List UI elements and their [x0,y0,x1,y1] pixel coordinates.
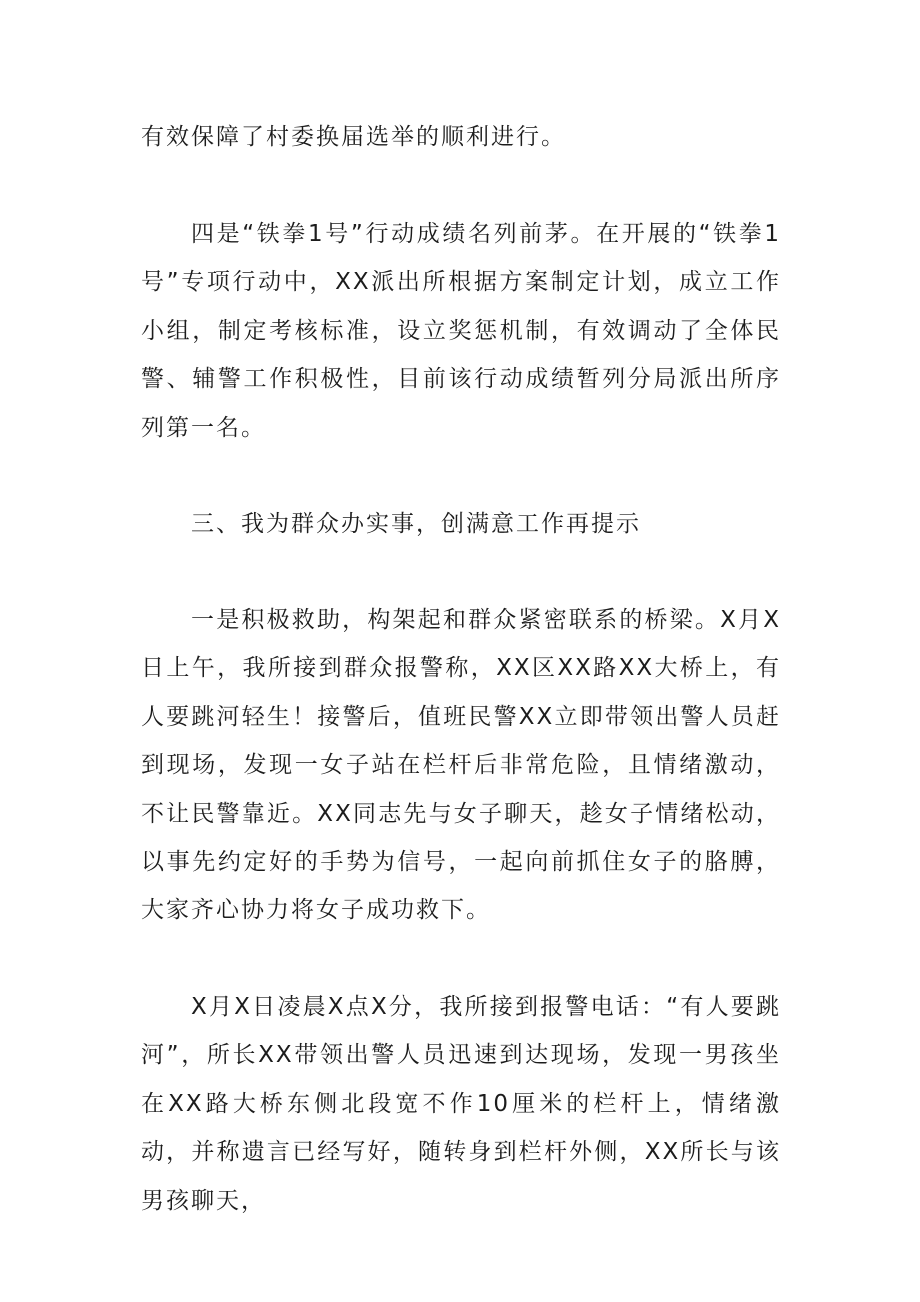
paragraph-rescue-boy: X月X日凌晨X点X分，我所接到报警电话：“有人要跳河”，所长XX带领出警人员迅速到达现场，发现一男孩坐在XX路大桥东侧北段宽不作10厘米的栏杆上，情绪激动，并称遗言已经写好，随转身到栏杆外侧，XX所长与该男孩聊天， [141,994,781,1214]
section-heading-3: 三、我为群众办实事，创满意工作再提示 [191,511,641,537]
paragraph-tiequan-action: 四是“铁拳1号”行动成绩名列前茅。在开展的“铁拳1号”专项行动中，XX派出所根据方案制定计划，成立工作小组，制定考核标准，设立奖惩机制，有效调动了全体民警、辅警工作积极性，目前该行动成绩暂列分局派出所序列第一名。 [141,221,781,441]
paragraph-continuation: 有效保障了村委换届选举的顺利进行。 [141,124,566,150]
paragraph-rescue-woman: 一是积极救助，构架起和群众紧密联系的桥梁。X月X日上午，我所接到群众报警称，XX区XX路XX大桥上，有人要跳河轻生！接警后，值班民警XX立即带领出警人员赶到现场，发现一女子站在栏杆后非常危险，且情绪激动，不让民警靠近。XX同志先与女子聊天，趁女子情绪松动，以事先约定好的手势为信号，一起向前抓住女子的胳膊，大家齐心协力将女子成功救下。 [141,607,781,924]
